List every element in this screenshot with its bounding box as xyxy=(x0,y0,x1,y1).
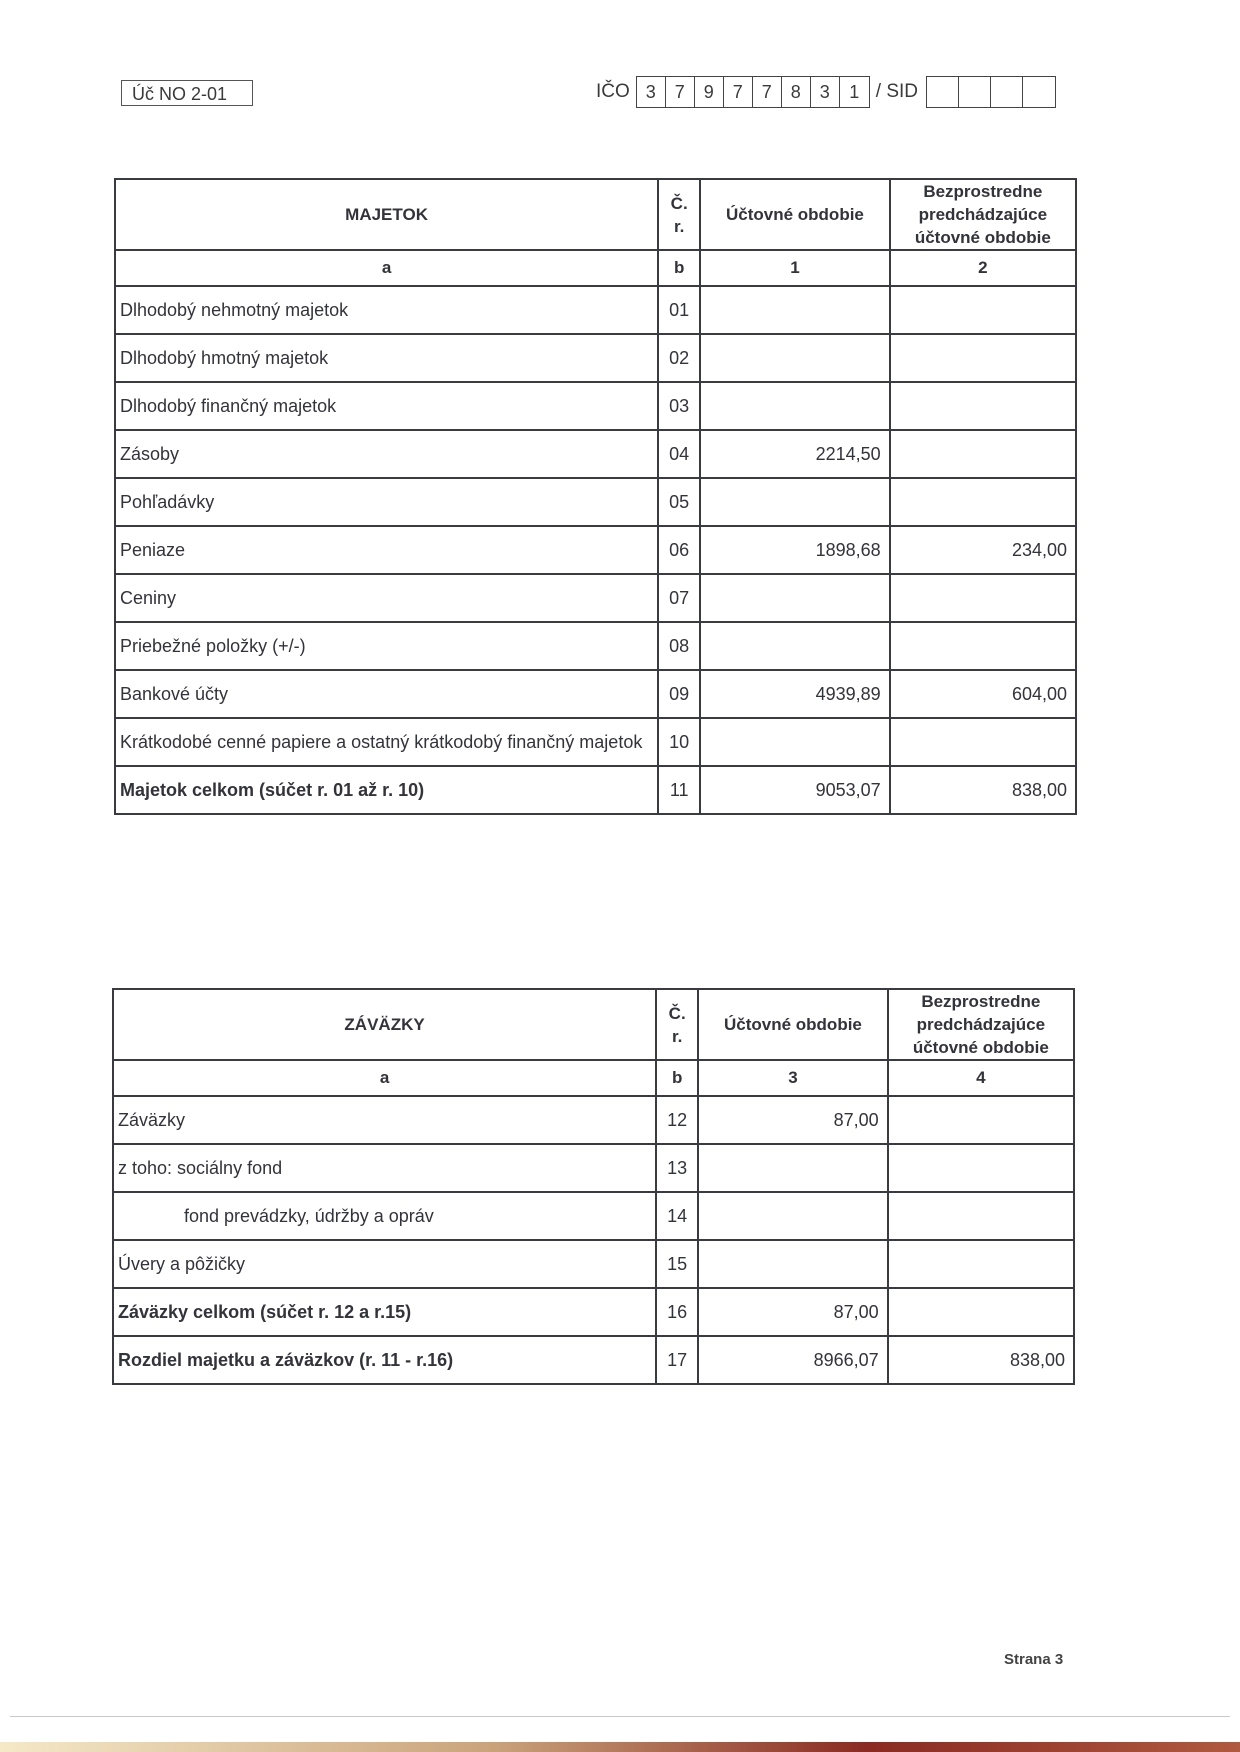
header-zavazky: ZÁVÄZKY xyxy=(113,989,656,1060)
assets-body xyxy=(115,286,1076,814)
row-label: Záväzky xyxy=(113,1096,656,1144)
ico-digit-boxes xyxy=(636,76,870,108)
row-number: 15 xyxy=(656,1240,698,1288)
liabilities-body xyxy=(113,1096,1074,1384)
sid-digit[interactable] xyxy=(1023,77,1055,107)
row-label: Dlhodobý finančný majetok xyxy=(115,382,658,430)
assets-header-row xyxy=(115,179,1076,250)
row-label: Úvery a pôžičky xyxy=(113,1240,656,1288)
current-period-value[interactable] xyxy=(698,1240,887,1288)
row-number: 01 xyxy=(658,286,700,334)
current-period-value[interactable] xyxy=(700,574,889,622)
header-previous-period: Bezprostredne predchádzajúce účtovné obdobie xyxy=(888,989,1074,1060)
scan-edge xyxy=(0,1742,1240,1752)
row-label: Záväzky celkom (súčet r. 12 a r.15) xyxy=(113,1288,656,1336)
previous-period-value[interactable]: 234,00 xyxy=(890,526,1076,574)
current-period-value[interactable]: 1898,68 xyxy=(700,526,889,574)
table-row xyxy=(115,526,1076,574)
previous-period-value[interactable] xyxy=(888,1288,1074,1336)
table-row xyxy=(113,1288,1074,1336)
row-number: 12 xyxy=(656,1096,698,1144)
previous-period-value[interactable] xyxy=(888,1192,1074,1240)
row-number: 14 xyxy=(656,1192,698,1240)
row-label: Priebežné položky (+/-) xyxy=(115,622,658,670)
previous-period-value[interactable] xyxy=(888,1144,1074,1192)
current-period-value[interactable] xyxy=(700,334,889,382)
row-number: 11 xyxy=(658,766,700,814)
previous-period-value[interactable]: 604,00 xyxy=(890,670,1076,718)
ico-digit[interactable]: 7 xyxy=(753,77,782,107)
table-row xyxy=(115,622,1076,670)
header-current-period: Účtovné obdobie xyxy=(698,989,887,1060)
table-row xyxy=(113,1336,1074,1384)
header-current-period: Účtovné obdobie xyxy=(700,179,889,250)
row-number: 08 xyxy=(658,622,700,670)
row-label: Krátkodobé cenné papiere a ostatný krátkodobý finančný majetok xyxy=(115,718,658,766)
row-label: Dlhodobý nehmotný majetok xyxy=(115,286,658,334)
row-label: Rozdiel majetku a záväzkov (r. 11 - r.16) xyxy=(113,1336,656,1384)
letter-1: 1 xyxy=(700,250,889,286)
row-number: 03 xyxy=(658,382,700,430)
table-row xyxy=(113,1096,1074,1144)
row-number: 04 xyxy=(658,430,700,478)
letter-2: 2 xyxy=(890,250,1076,286)
row-number: 16 xyxy=(656,1288,698,1336)
current-period-value[interactable] xyxy=(698,1192,887,1240)
row-label: Majetok celkom (súčet r. 01 až r. 10) xyxy=(115,766,658,814)
letter-a: a xyxy=(113,1060,656,1096)
liabilities-header-row xyxy=(113,989,1074,1060)
current-period-value[interactable]: 9053,07 xyxy=(700,766,889,814)
ico-digit[interactable]: 3 xyxy=(811,77,840,107)
current-period-value[interactable]: 4939,89 xyxy=(700,670,889,718)
ico-digit[interactable]: 7 xyxy=(666,77,695,107)
row-label: Dlhodobý hmotný majetok xyxy=(115,334,658,382)
previous-period-value[interactable]: 838,00 xyxy=(888,1336,1074,1384)
ico-digit[interactable]: 3 xyxy=(637,77,666,107)
scan-divider xyxy=(10,1716,1230,1717)
row-label: Bankové účty xyxy=(115,670,658,718)
sid-digit-boxes xyxy=(926,76,1056,108)
liabilities-letter-row xyxy=(113,1060,1074,1096)
current-period-value[interactable]: 8966,07 xyxy=(698,1336,887,1384)
row-label: Ceniny xyxy=(115,574,658,622)
previous-period-value[interactable] xyxy=(888,1240,1074,1288)
table-row xyxy=(113,1192,1074,1240)
sid-digit[interactable] xyxy=(959,77,991,107)
previous-period-value[interactable] xyxy=(890,286,1076,334)
current-period-value[interactable] xyxy=(700,382,889,430)
table-row xyxy=(113,1240,1074,1288)
header-majetok: MAJETOK xyxy=(115,179,658,250)
table-row xyxy=(113,1144,1074,1192)
ico-digit[interactable]: 9 xyxy=(695,77,724,107)
previous-period-value[interactable] xyxy=(890,718,1076,766)
table-row xyxy=(115,286,1076,334)
row-number: 09 xyxy=(658,670,700,718)
current-period-value[interactable] xyxy=(700,622,889,670)
page-number: Strana 3 xyxy=(1004,1651,1064,1668)
sid-label: / SID xyxy=(875,81,919,102)
table-row xyxy=(115,718,1076,766)
row-number: 13 xyxy=(656,1144,698,1192)
sid-digit[interactable] xyxy=(927,77,959,107)
table-row xyxy=(115,670,1076,718)
letter-3: 3 xyxy=(698,1060,887,1096)
previous-period-value[interactable]: 838,00 xyxy=(890,766,1076,814)
letter-b: b xyxy=(658,250,700,286)
row-number: 05 xyxy=(658,478,700,526)
assets-table xyxy=(114,178,1077,815)
previous-period-value[interactable] xyxy=(890,574,1076,622)
previous-period-value[interactable] xyxy=(888,1096,1074,1144)
table-row xyxy=(115,382,1076,430)
ico-digit[interactable]: 8 xyxy=(782,77,811,107)
row-label: Peniaze xyxy=(115,526,658,574)
header-previous-period: Bezprostredne predchádzajúce účtovné obdobie xyxy=(890,179,1076,250)
row-label: Pohľadávky xyxy=(115,478,658,526)
previous-period-value[interactable] xyxy=(890,382,1076,430)
letter-4: 4 xyxy=(888,1060,1074,1096)
ico-sid-block xyxy=(596,74,1056,110)
current-period-value[interactable]: 87,00 xyxy=(698,1096,887,1144)
table-row xyxy=(115,430,1076,478)
previous-period-value[interactable] xyxy=(890,622,1076,670)
letter-a: a xyxy=(115,250,658,286)
header-row-number: Č. r. xyxy=(658,179,700,250)
sid-digit[interactable] xyxy=(991,77,1023,107)
row-label: Zásoby xyxy=(115,430,658,478)
current-period-value[interactable] xyxy=(700,478,889,526)
current-period-value[interactable] xyxy=(698,1144,887,1192)
row-number: 02 xyxy=(658,334,700,382)
previous-period-value[interactable] xyxy=(890,478,1076,526)
header-row-number: Č. r. xyxy=(656,989,698,1060)
row-number: 07 xyxy=(658,574,700,622)
row-number: 10 xyxy=(658,718,700,766)
assets-letter-row xyxy=(115,250,1076,286)
previous-period-value[interactable] xyxy=(890,334,1076,382)
table-row xyxy=(115,766,1076,814)
row-label: fond prevádzky, údržby a opráv xyxy=(113,1192,656,1240)
current-period-value[interactable]: 2214,50 xyxy=(700,430,889,478)
row-label: z toho: sociálny fond xyxy=(113,1144,656,1192)
letter-b: b xyxy=(656,1060,698,1096)
form-code: Úč NO 2-01 xyxy=(121,80,253,106)
ico-digit[interactable]: 1 xyxy=(849,82,860,102)
ico-digit[interactable]: 7 xyxy=(724,77,753,107)
table-row xyxy=(115,574,1076,622)
current-period-value[interactable]: 87,00 xyxy=(698,1288,887,1336)
table-row xyxy=(115,334,1076,382)
table-row xyxy=(115,478,1076,526)
liabilities-table xyxy=(112,988,1075,1385)
row-number: 17 xyxy=(656,1336,698,1384)
row-number: 06 xyxy=(658,526,700,574)
ico-label: IČO xyxy=(596,81,630,102)
current-period-value[interactable] xyxy=(700,718,889,766)
previous-period-value[interactable] xyxy=(890,430,1076,478)
current-period-value[interactable] xyxy=(700,286,889,334)
